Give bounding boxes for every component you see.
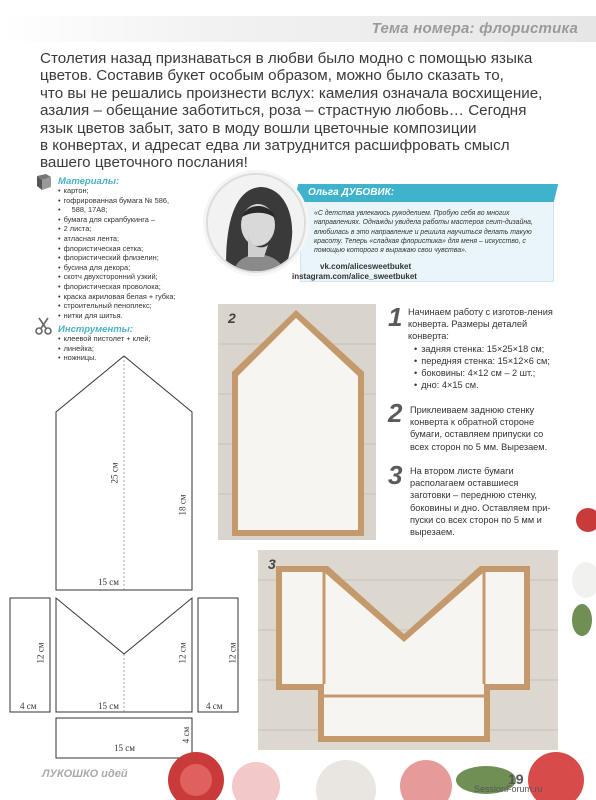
watermark: SessionForum.ru <box>474 784 543 794</box>
list-item: • линейка; <box>58 344 208 354</box>
tools-title: Инструменты: <box>58 324 133 335</box>
intro-line: вашего цветочного послания! <box>40 154 248 172</box>
list-item: • картон; <box>58 186 208 196</box>
dim-label: 12 см <box>177 642 188 664</box>
dim-label: 12 см <box>35 642 46 664</box>
list-item: • боковины: 4×12 см – 2 шт.; <box>408 367 558 379</box>
list-item: • 588, 17А8; <box>58 205 208 215</box>
intro-line: цветов. Составив букет особым образом, можно было сказать то, <box>40 67 504 85</box>
list-item: • задняя стенка: 15×25×18 см; <box>408 343 558 355</box>
dim-label: 15 см <box>98 577 119 587</box>
intro-line: Столетия назад признаваться в любви было модно с помощью языка <box>40 50 533 67</box>
list-item: • клеевой пистолет + клей; <box>58 334 208 344</box>
page-number: 19 <box>508 771 524 787</box>
list-item: • краска акриловая белая + губка; <box>58 292 208 302</box>
photo-step-3 <box>258 550 558 750</box>
intro-line: язык цветов забыт, зато в моду вошли цветочные композиции <box>40 119 477 137</box>
intro-line: что вы не решались произнести вслух: камелия означала восхищение, <box>40 84 543 102</box>
scissors-icon <box>34 316 54 336</box>
step-number: 2 <box>388 398 403 428</box>
section-title: Тема номера: флористика <box>371 20 578 37</box>
author-quote: «С детства увлекаюсь рукоделием. Пробую себя во многих направлениях. Однажды увидела работы мастеров сеит-дизайна, влюбилась в это направление и решила научиться делать такую красоту. Теперь «сладкая флористика» для меня – искусство, с помощью которого я выражаю свои чувства». <box>314 210 533 255</box>
intro-line: в конвертах, и адресат едва ли затруднится расшифровать смысл <box>40 137 510 155</box>
dim-label: 4 см <box>20 701 37 711</box>
step-number: 3 <box>388 460 403 490</box>
intro-line: азалия – обещание заботиться, роза – страстную любовь… Сегодня <box>40 102 527 120</box>
magazine-logo: ЛУКОШКО идей <box>42 768 128 780</box>
author-avatar <box>206 173 306 273</box>
dim-label: 25 см <box>109 462 120 484</box>
list-item: • скотч двухсторонний узкий; <box>58 272 208 282</box>
step-3-text: На втором листе бумаги располагаем оставшиеся заготовки – переднюю стенку, боковины и дно. Оставляем при-пуски со всех сторон по 5 мм и вырезаем. <box>410 466 551 538</box>
photo-number: 2 <box>228 310 236 326</box>
step-number: 1 <box>388 302 403 332</box>
envelope-front-photo <box>258 550 558 750</box>
step-2-text: Приклеиваем заднюю стенку конверта к обратной стороне бумаги, оставляем припуски со всех сторон по 5 мм. Вырезаем. <box>410 405 548 452</box>
list-item: • ножницы. <box>58 353 208 363</box>
list-item: • строительный пеноплекс; <box>58 301 208 311</box>
dim-label: 15 см <box>98 701 119 711</box>
vk-link[interactable]: vk.com/alicesweetbuket <box>320 262 412 271</box>
list-item: • атласная лента; <box>58 234 208 244</box>
list-item: • дно: 4×15 см. <box>408 379 558 391</box>
list-item: • гофрированная бумага № 586, <box>58 196 208 206</box>
dim-label: 15 см <box>114 743 135 753</box>
instagram-link[interactable]: instagram.com/alice_sweetbuket <box>292 272 417 281</box>
list-item: • флористический флизелин; <box>58 253 208 263</box>
flower-edge-decoration <box>560 500 596 650</box>
list-item: • флористическая сетка; <box>58 244 208 254</box>
book-icon <box>34 172 54 192</box>
author-portrait-image <box>208 175 304 271</box>
list-item: • флористическая проволока; <box>58 282 208 292</box>
dim-label: 12 см <box>227 642 238 664</box>
step-text: Начинаем работу с изготов-ления конверта. Размеры деталей конверта: <box>408 307 553 342</box>
author-name: Ольга ДУБОВИК: <box>308 187 395 198</box>
intro-paragraph <box>40 50 560 172</box>
dim-label: 4 см <box>181 726 192 744</box>
step-1-list <box>408 343 558 392</box>
list-item: • бумага для скрапбукинга – <box>58 215 208 225</box>
list-item: • передняя стенка: 15×12×6 см; <box>408 355 558 367</box>
materials-list <box>58 186 208 320</box>
dim-label: 18 см <box>177 494 188 516</box>
step-1-text <box>408 306 558 391</box>
materials-title: Материалы: <box>58 176 120 187</box>
dim-label: 4 см <box>206 701 223 711</box>
list-item: • бусина для декора; <box>58 263 208 273</box>
photo-number: 3 <box>268 556 276 572</box>
list-item: • 2 листа; <box>58 224 208 234</box>
list-item: • нитки для шитья. <box>58 311 208 321</box>
